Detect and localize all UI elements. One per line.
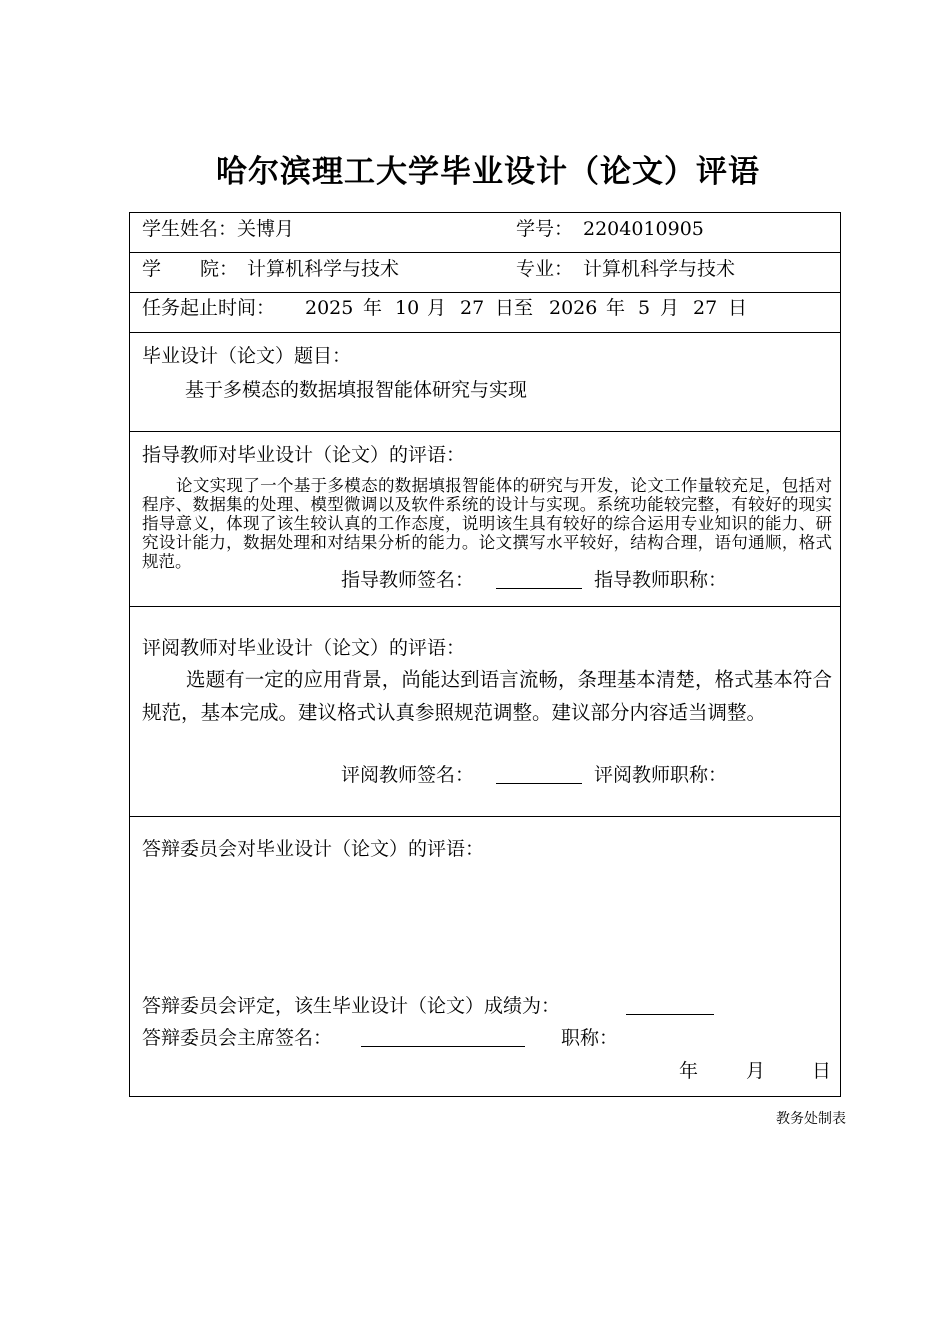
major-value: 计算机科学与技术 [583, 258, 736, 280]
end-month-char: 月 [660, 297, 680, 319]
committee-title-label: 职称： [561, 1027, 619, 1049]
student-id-label: 学号： [516, 218, 574, 240]
committee-chair-label: 答辩委员会主席签名： [142, 1027, 333, 1049]
end-month: 5 [638, 297, 651, 319]
end-year: 2026 [549, 297, 598, 319]
student-id: 2204010905 [583, 218, 704, 240]
committee-month: 月 [746, 1060, 766, 1082]
footer-note: 教务处制表 [776, 1111, 846, 1127]
start-month-char: 月 [427, 297, 447, 319]
advisor-title-label: 指导教师职称： [594, 569, 728, 591]
committee-day: 日 [812, 1060, 832, 1082]
reviewer-title-label: 评阅教师职称： [594, 764, 728, 786]
reviewer-sign-blank[interactable] [496, 765, 582, 784]
major-label: 专业： [516, 258, 574, 280]
start-year: 2025 [305, 297, 354, 319]
advisor-comment: 论文实现了一个基于多模态的数据填报智能体的研究与开发，论文工作量较充足，包括对程序、数据集的处理、模型微调以及软件系统的设计与实现。系统功能较完整，有较好的现实指导意义，体现了该生较认真的工作态度，说明该生具有较好的综合运用专业知识的能力、研究设计能力，数据处理和对结果分析的能力。论文撰写水平较好，结构合理，语句通顺，格式规范。 [142, 476, 832, 571]
topic-value: 基于多模态的数据填报智能体研究与实现 [185, 379, 528, 401]
period-row [130, 293, 840, 333]
student-row [130, 213, 840, 253]
advisor-heading: 指导教师对毕业设计（论文）的评语： [142, 444, 466, 466]
end-day-char: 日 [728, 297, 748, 319]
committee-chair-blank[interactable] [361, 1028, 525, 1047]
period-label: 任务起止时间： [142, 297, 276, 319]
evaluation-form [129, 212, 841, 1097]
college-label-1: 学 [142, 258, 162, 280]
start-month: 10 [395, 297, 420, 319]
reviewer-section [130, 607, 840, 817]
end-year-char: 年 [606, 297, 626, 319]
advisor-sign-blank[interactable] [496, 570, 582, 589]
committee-grade-blank[interactable] [626, 996, 714, 1015]
end-day: 27 [693, 297, 718, 319]
college-value: 计算机科学与技术 [247, 258, 400, 280]
start-day: 27 [460, 297, 485, 319]
page-title: 哈尔滨理工大学毕业设计（论文）评语 [216, 154, 760, 190]
reviewer-heading: 评阅教师对毕业设计（论文）的评语： [142, 637, 466, 659]
student-name: 关博月 [237, 218, 295, 240]
topic-row [130, 333, 840, 432]
topic-label: 毕业设计（论文）题目： [142, 345, 352, 367]
start-year-char: 年 [363, 297, 383, 319]
committee-year: 年 [679, 1060, 699, 1082]
advisor-section [130, 432, 840, 607]
start-day-char: 日至 [495, 297, 534, 319]
reviewer-sign-label: 评阅教师签名： [341, 764, 475, 786]
committee-grade-label: 答辩委员会评定，该生毕业设计（论文）成绩为： [142, 995, 561, 1017]
student-name-label: 学生姓名： [142, 218, 238, 240]
committee-section [130, 817, 840, 1096]
college-row [130, 253, 840, 293]
reviewer-comment: 选题有一定的应用背景，尚能达到语言流畅，条理基本清楚，格式基本符合规范，基本完成。建议格式认真参照规范调整。建议部分内容适当调整。 [142, 668, 832, 724]
college-label-2: 院： [200, 258, 239, 280]
committee-heading: 答辩委员会对毕业设计（论文）的评语： [142, 838, 485, 860]
advisor-sign-label: 指导教师签名： [341, 569, 475, 591]
